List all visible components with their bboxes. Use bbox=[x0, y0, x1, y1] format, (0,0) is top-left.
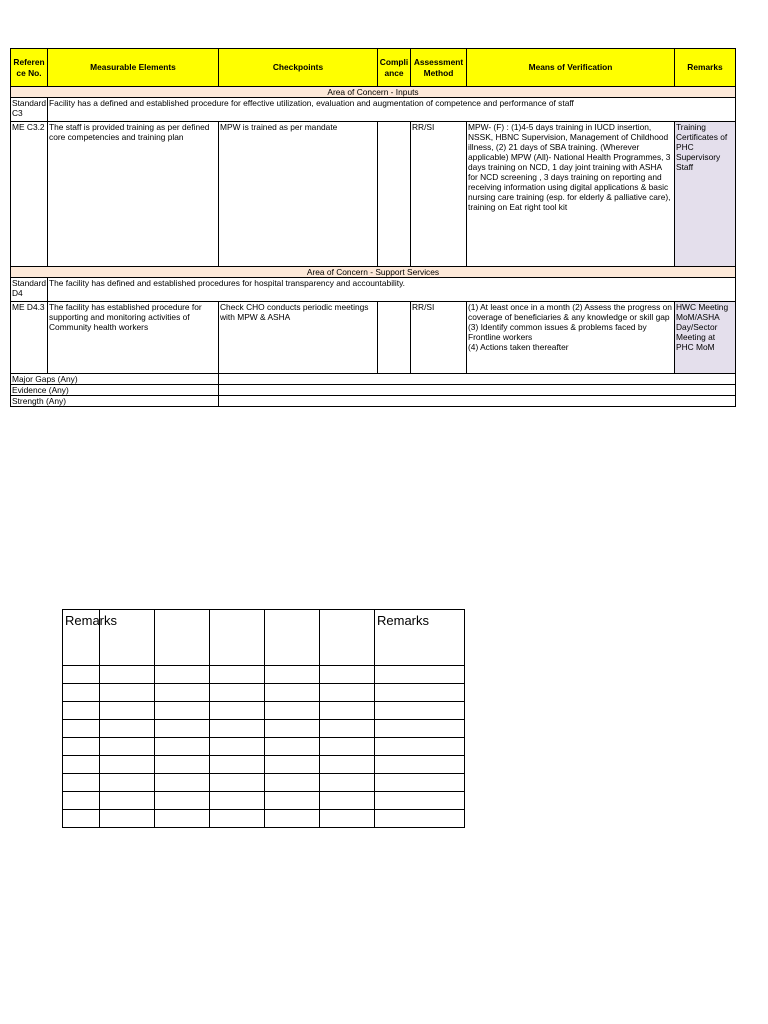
header-row bbox=[11, 49, 736, 87]
measurable-element-row bbox=[11, 302, 736, 374]
grid-cell bbox=[155, 684, 210, 702]
grid-cell bbox=[100, 792, 155, 810]
area-of-concern-row bbox=[11, 267, 736, 278]
area-of-concern: Area of Concern - Support Services bbox=[11, 267, 736, 278]
grid-cell bbox=[155, 756, 210, 774]
grid-cell bbox=[155, 774, 210, 792]
me-text: The staff is provided training as per defined core competencies and training plan bbox=[48, 122, 219, 267]
grid-cell bbox=[320, 610, 375, 666]
grid-row bbox=[63, 720, 465, 738]
grid-cell bbox=[155, 720, 210, 738]
header-compliance: Compliance bbox=[378, 49, 411, 87]
grid-row bbox=[63, 738, 465, 756]
remarks-grid-table bbox=[62, 609, 465, 828]
grid-cell bbox=[375, 666, 465, 684]
grid-cell bbox=[210, 792, 265, 810]
grid-row bbox=[63, 774, 465, 792]
grid-cell bbox=[100, 774, 155, 792]
grid-cell bbox=[320, 666, 375, 684]
grid-cell bbox=[265, 774, 320, 792]
assessment-method: RR/SI bbox=[411, 122, 467, 267]
grid-cell bbox=[210, 666, 265, 684]
grid-cell bbox=[375, 756, 465, 774]
footer-row bbox=[11, 396, 736, 407]
evidence-label: Evidence (Any) bbox=[11, 385, 219, 396]
strength-value[interactable] bbox=[219, 396, 736, 407]
compliance-cell[interactable] bbox=[378, 302, 411, 374]
grid-cell bbox=[63, 720, 100, 738]
means-of-verification: MPW- (F) : (1)4-5 days training in IUCD insertion, NSSK, HBNC Supervision, Management of Childhood illness, (2) 21 days of SBA training. (Wherever applicable) MPW (All)- National Health Programmes, 3 days training on NCD, 1 day joint training with ASHA for NCD screening , 3 days training on reporting and receiving information using digital applications & basic nursing care training (esp. for elderly & palliative care), training on Eat right tool kit bbox=[467, 122, 675, 267]
grid-cell bbox=[375, 792, 465, 810]
grid-cell bbox=[320, 810, 375, 828]
area-of-concern: Area of Concern - Inputs bbox=[11, 87, 736, 98]
grid-cell bbox=[210, 810, 265, 828]
grid-cell bbox=[210, 702, 265, 720]
grid-cell bbox=[63, 666, 100, 684]
grid-cell bbox=[210, 756, 265, 774]
grid-cell bbox=[63, 792, 100, 810]
grid-cell bbox=[100, 756, 155, 774]
grid-cell bbox=[375, 702, 465, 720]
grid-header-remarks: Remarks bbox=[63, 610, 100, 666]
grid-cell bbox=[320, 702, 375, 720]
compliance-cell[interactable] bbox=[378, 122, 411, 267]
remarks-cell: Training Certificates of PHC Supervisory Staff bbox=[675, 122, 736, 267]
grid-cell bbox=[210, 720, 265, 738]
area-of-concern-row bbox=[11, 87, 736, 98]
grid-cell bbox=[320, 774, 375, 792]
grid-cell bbox=[375, 720, 465, 738]
grid-cell bbox=[63, 702, 100, 720]
grid-cell bbox=[155, 792, 210, 810]
header-means-of-verification: Means of Verification bbox=[467, 49, 675, 87]
measurable-element-row bbox=[11, 122, 736, 267]
me-ref: ME D4.3 bbox=[11, 302, 48, 374]
standard-row bbox=[11, 278, 736, 302]
me-ref: ME C3.2 bbox=[11, 122, 48, 267]
standard-text: Facility has a defined and established procedure for effective utilization, evaluation and augmentation of competence and performance of staff bbox=[48, 98, 736, 122]
grid-cell bbox=[63, 756, 100, 774]
grid-cell bbox=[210, 610, 265, 666]
grid-cell bbox=[210, 738, 265, 756]
grid-cell bbox=[320, 756, 375, 774]
standard-row bbox=[11, 98, 736, 122]
strength-label: Strength (Any) bbox=[11, 396, 219, 407]
grid-cell bbox=[100, 810, 155, 828]
assessment-checklist-table bbox=[10, 48, 736, 407]
grid-cell bbox=[320, 738, 375, 756]
assessment-method: RR/SI bbox=[411, 302, 467, 374]
grid-cell bbox=[63, 738, 100, 756]
checkpoint-text: MPW is trained as per mandate bbox=[219, 122, 378, 267]
grid-cell bbox=[100, 666, 155, 684]
grid-cell bbox=[375, 810, 465, 828]
grid-row bbox=[63, 684, 465, 702]
grid-cell bbox=[320, 684, 375, 702]
grid-header-row bbox=[63, 610, 465, 666]
grid-cell bbox=[100, 684, 155, 702]
standard-text: The facility has defined and established procedures for hospital transparency and accountability. bbox=[48, 278, 736, 302]
standard-ref: Standard C3 bbox=[11, 98, 48, 122]
evidence-value[interactable] bbox=[219, 385, 736, 396]
grid-cell bbox=[375, 684, 465, 702]
grid-cell bbox=[210, 684, 265, 702]
grid-row bbox=[63, 666, 465, 684]
grid-cell bbox=[63, 684, 100, 702]
grid-cell bbox=[265, 684, 320, 702]
grid-cell bbox=[100, 738, 155, 756]
grid-row bbox=[63, 810, 465, 828]
grid-cell bbox=[265, 756, 320, 774]
grid-cell bbox=[320, 720, 375, 738]
grid-cell bbox=[265, 610, 320, 666]
grid-cell bbox=[155, 610, 210, 666]
grid-cell bbox=[63, 774, 100, 792]
grid-cell bbox=[210, 774, 265, 792]
header-measurable-elements: Measurable Elements bbox=[48, 49, 219, 87]
footer-row bbox=[11, 385, 736, 396]
grid-cell bbox=[375, 738, 465, 756]
grid-row bbox=[63, 702, 465, 720]
grid-row bbox=[63, 792, 465, 810]
header-assessment-method: Assessment Method bbox=[411, 49, 467, 87]
grid-header-remarks-right: Remarks bbox=[375, 610, 465, 666]
grid-cell bbox=[155, 702, 210, 720]
major-gaps-label: Major Gaps (Any) bbox=[11, 374, 219, 385]
grid-cell bbox=[155, 810, 210, 828]
standard-ref: Standard D4 bbox=[11, 278, 48, 302]
grid-cell bbox=[265, 738, 320, 756]
grid-cell bbox=[155, 666, 210, 684]
grid-cell bbox=[265, 792, 320, 810]
means-of-verification: (1) At least once in a month (2) Assess the progress on coverage of beneficiaries & any knowledge or skill gap (3) Identify common issues & problems faced by Frontline workers (4) Actions taken thereafter bbox=[467, 302, 675, 374]
grid-row bbox=[63, 756, 465, 774]
header-reference-no: Reference No. bbox=[11, 49, 48, 87]
checkpoint-text: Check CHO conducts periodic meetings with MPW & ASHA bbox=[219, 302, 378, 374]
grid-cell bbox=[320, 792, 375, 810]
grid-cell bbox=[375, 774, 465, 792]
major-gaps-value[interactable] bbox=[219, 374, 736, 385]
remarks-cell: HWC Meeting MoM/ASHA Day/Sector Meeting at PHC MoM bbox=[675, 302, 736, 374]
grid-cell bbox=[265, 666, 320, 684]
header-remarks: Remarks bbox=[675, 49, 736, 87]
grid-cell bbox=[100, 720, 155, 738]
grid-cell bbox=[100, 702, 155, 720]
grid-cell bbox=[265, 810, 320, 828]
me-text: The facility has established procedure for supporting and monitoring activities of Community health workers bbox=[48, 302, 219, 374]
grid-cell bbox=[63, 810, 100, 828]
footer-row bbox=[11, 374, 736, 385]
grid-cell bbox=[265, 702, 320, 720]
header-checkpoints: Checkpoints bbox=[219, 49, 378, 87]
grid-cell bbox=[155, 738, 210, 756]
grid-cell bbox=[265, 720, 320, 738]
